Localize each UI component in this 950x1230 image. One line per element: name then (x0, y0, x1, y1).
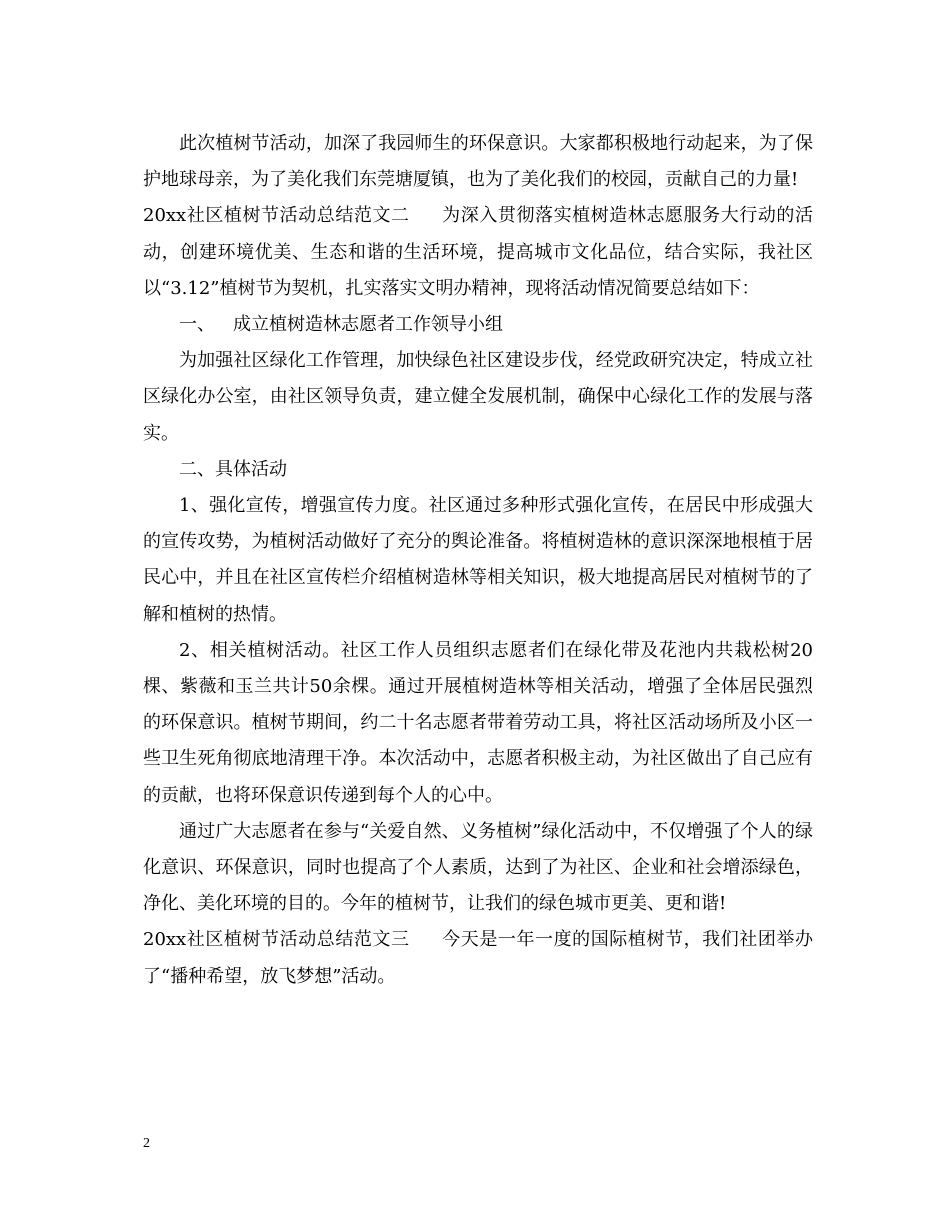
paragraph-section-three (143, 922, 813, 994)
paragraph-planting (143, 633, 813, 814)
paragraph-intro (143, 126, 813, 198)
section-heading: 20xx社区植树节活动总结范文二 (143, 205, 410, 227)
paragraph-text: 1、强化宣传，增强宣传力度。社区通过多种形式强化宣传，在居民中形成强大的宣传攻势，为植树活动做好了充分的舆论准备。将植树造林的意识深深地根植于居民心中，并且在社区宣传栏介绍植树造林等相关知识，极大地提高居民对植树节的了解和植树的热情。 (143, 495, 813, 625)
subheading-one (143, 307, 813, 343)
paragraph-text: 今天是一年一度的国际植树节，我们社团举办了“播种希望，放飞梦想”活动。 (143, 929, 813, 987)
paragraph-text: 为深入贯彻落实植树造林志愿服务大行动的活动，创建环境优美、生态和谐的生活环境，提高城市文化品位，结合实际，我社区以“3.12”植树节为契机，扎实落实文明办精神，现将活动情况简要总结如下： (143, 205, 813, 299)
paragraph-text: 通过广大志愿者在参与“关爱自然、义务植树”绿化活动中，不仅增强了个人的绿化意识、环保意识，同时也提高了个人素质，达到了为社区、企业和社会增添绿色，净化、美化环境的目的。今年的植树节，让我们的绿色城市更美、更和谐! (143, 820, 813, 915)
paragraph-conclusion (143, 814, 813, 923)
paragraph-office (143, 343, 813, 452)
subheading-text: 二、具体活动 (179, 458, 287, 480)
document-body (143, 126, 813, 995)
subheading-number: 一、 (179, 314, 215, 336)
paragraph-section-two (143, 198, 813, 307)
paragraph-text: 2、相关植树活动。社区工作人员组织志愿者们在绿化带及花池内共栽松树20棵、紫薇和玉兰共计50余棵。通过开展植树造林等相关活动，增强了全体居民强烈的环保意识。植树节期间，约二十名志愿者带着劳动工具，将社区活动场所及小区一些卫生死角彻底地清理干净。本次活动中，志愿者积极主动，为社区做出了自己应有的贡献，也将环保意识传递到每个人的心中。 (143, 639, 813, 806)
subheading-text: 成立植树造林志愿者工作领导小组 (233, 314, 503, 336)
section-heading: 20xx社区植树节活动总结范文三 (143, 929, 410, 951)
paragraph-text: 此次植树节活动，加深了我园师生的环保意识。大家都积极地行动起来，为了保护地球母亲，为了美化我们东莞塘厦镇，也为了美化我们的校园，贡献自己的力量! (143, 133, 813, 191)
paragraph-text: 为加强社区绿化工作管理，加快绿色社区建设步伐，经党政研究决定，特成立社区绿化办公室，由社区领导负责，建立健全发展机制，确保中心绿化工作的发展与落实。 (143, 350, 813, 444)
subheading-two (143, 452, 813, 488)
paragraph-publicity (143, 488, 813, 633)
page-number: 2 (143, 1136, 150, 1151)
